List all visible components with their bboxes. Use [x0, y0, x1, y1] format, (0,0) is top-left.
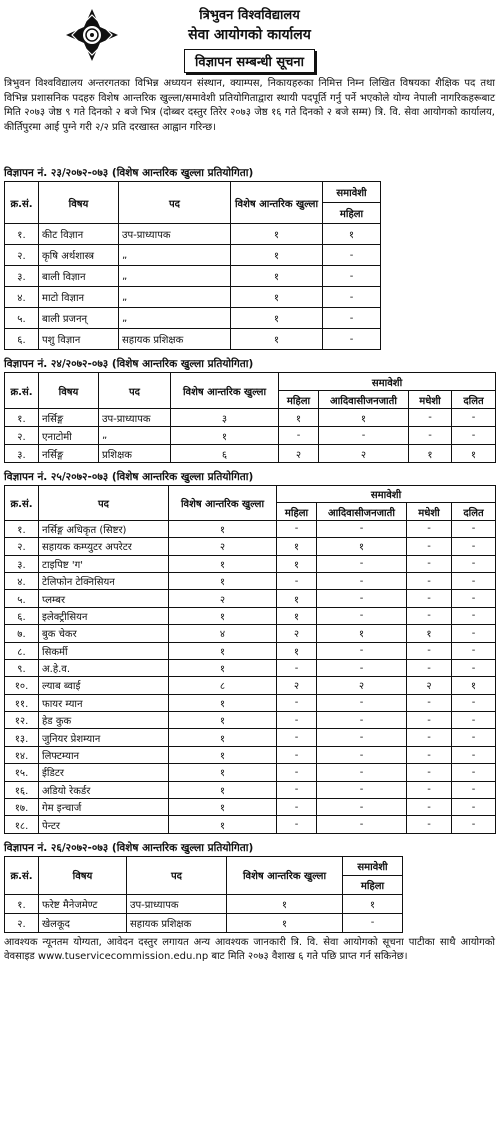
cell-subject: बाली विज्ञान: [39, 266, 119, 287]
col-open: विशेष आन्तरिक खुल्ला: [171, 373, 279, 409]
cell-madhesi: -: [407, 572, 452, 589]
cell-open: १: [169, 607, 277, 624]
cell-dalit: -: [452, 764, 496, 781]
col-subject: विषय: [39, 373, 99, 409]
table-row: [5, 712, 496, 729]
table-row: [5, 625, 496, 642]
cell-open: १: [169, 712, 277, 729]
cell-janajati: -: [317, 729, 407, 746]
cell-janajati: -: [317, 816, 407, 833]
cell-janajati: -: [317, 590, 407, 607]
cell-post: „: [119, 308, 231, 329]
cell-women: -: [277, 816, 317, 833]
cell-post: ईडिटर: [39, 764, 169, 781]
cell-post: नर्सिङ्ग अधिकृत (सिष्टर): [39, 520, 169, 537]
col-women: महिला: [279, 391, 319, 409]
cell-madhesi: -: [407, 781, 452, 798]
cell-open: १: [169, 694, 277, 711]
cell-open: १: [171, 427, 279, 445]
table-row: [5, 572, 496, 589]
cell-dalit: -: [452, 555, 496, 572]
ad3-title: विज्ञापन नं. २५/२०७२-०७३ (विशेष आन्तरिक खुल्ला प्रतियोगिता): [4, 471, 254, 483]
cell-janajati: १: [319, 409, 409, 427]
cell-sn: १३.: [5, 729, 39, 746]
cell-post: सिकर्मी: [39, 642, 169, 659]
cell-subject: बाली प्रजनन्: [39, 308, 119, 329]
col-open: विशेष आन्तरिक खुल्ला: [227, 856, 343, 894]
header: [4, 3, 495, 73]
cell-madhesi: -: [409, 427, 452, 445]
col-sn: क्र.सं.: [5, 373, 39, 409]
cell-women: १: [277, 538, 317, 555]
cell-women: -: [277, 729, 317, 746]
cell-madhesi: १: [409, 445, 452, 463]
col-inclusive: समावेशी: [343, 856, 403, 875]
cell-women: -: [277, 712, 317, 729]
cell-open: १: [169, 799, 277, 816]
footer-note: आवश्यक न्यूनतम योग्यता, आवेदन दस्तुर लगायत अन्य आवश्यक जानकारी त्रि. वि. सेवा आयोगको सूचना पाटीका साथै आयोगको वेवसाइड www.tuservicecommission.edu.np बाट मिति २०७३ वैशाख ६ गते पछि प्राप्त गर्न सकिनेछ।: [4, 936, 495, 963]
col-subject: विषय: [39, 182, 119, 224]
cell-subject: माटो विज्ञान: [39, 287, 119, 308]
cell-sn: २.: [5, 538, 39, 555]
cell-madhesi: -: [407, 799, 452, 816]
col-inclusive: समावेशी: [323, 182, 381, 203]
cell-janajati: -: [317, 712, 407, 729]
table-row: [5, 816, 496, 833]
ad4-table: [4, 856, 403, 933]
table-row: [5, 590, 496, 607]
cell-madhesi: -: [407, 746, 452, 763]
cell-post: „: [99, 427, 171, 445]
cell-women: १: [277, 555, 317, 572]
col-madhesi: मधेशी: [409, 391, 452, 409]
cell-dalit: -: [452, 712, 496, 729]
cell-women: -: [277, 520, 317, 537]
col-subject: विषय: [39, 856, 127, 894]
cell-women: -: [277, 746, 317, 763]
col-janajati: आदिवासीजनजाती: [317, 503, 407, 520]
col-sn: क्र.सं.: [5, 486, 39, 521]
cell-women: -: [277, 694, 317, 711]
col-dalit: दलित: [452, 391, 496, 409]
cell-janajati: -: [317, 764, 407, 781]
cell-sn: ९.: [5, 659, 39, 676]
cell-women: १: [277, 590, 317, 607]
cell-open: ३: [171, 409, 279, 427]
cell-post: पेन्टर: [39, 816, 169, 833]
cell-sn: ११.: [5, 694, 39, 711]
col-post: पद: [39, 486, 169, 521]
cell-dalit: -: [452, 746, 496, 763]
table-row: [5, 729, 496, 746]
cell-sn: ३.: [5, 266, 39, 287]
cell-madhesi: -: [407, 607, 452, 624]
table-row: [5, 642, 496, 659]
cell-women: -: [323, 245, 381, 266]
cell-open: १: [169, 764, 277, 781]
col-women: महिला: [277, 503, 317, 520]
cell-subject: नर्सिङ्ग: [39, 445, 99, 463]
cell-sn: २.: [5, 427, 39, 445]
cell-sn: १२.: [5, 712, 39, 729]
cell-janajati: -: [317, 659, 407, 676]
cell-women: १: [277, 607, 317, 624]
cell-janajati: -: [317, 555, 407, 572]
cell-dalit: -: [452, 799, 496, 816]
table-row: [5, 913, 403, 932]
cell-women: -: [323, 266, 381, 287]
cell-sn: १.: [5, 409, 39, 427]
cell-sn: १.: [5, 520, 39, 537]
table-row: [5, 445, 496, 463]
cell-madhesi: -: [407, 694, 452, 711]
ad3-table: [4, 485, 496, 834]
table-row: [5, 781, 496, 798]
cell-madhesi: -: [407, 642, 452, 659]
cell-janajati: -: [317, 642, 407, 659]
col-inclusive: समावेशी: [277, 486, 496, 503]
cell-open: १: [231, 224, 323, 245]
cell-open: १: [231, 245, 323, 266]
col-post: पद: [99, 373, 171, 409]
ad1-table: [4, 181, 381, 350]
cell-open: १: [231, 287, 323, 308]
cell-dalit: १: [452, 677, 496, 694]
cell-janajati: -: [317, 781, 407, 798]
table-row: [5, 245, 381, 266]
cell-sn: १६.: [5, 781, 39, 798]
col-sn: क्र.सं.: [5, 182, 39, 224]
cell-post: प्लम्बर: [39, 590, 169, 607]
cell-subject: कीट विज्ञान: [39, 224, 119, 245]
cell-post: गेम इन्चार्ज: [39, 799, 169, 816]
cell-open: १: [169, 816, 277, 833]
cell-sn: ३.: [5, 445, 39, 463]
cell-dalit: -: [452, 729, 496, 746]
office-name: सेवा आयोगको कार्यालय: [188, 27, 311, 43]
cell-madhesi: -: [407, 816, 452, 833]
cell-madhesi: -: [407, 520, 452, 537]
cell-open: ४: [169, 625, 277, 642]
cell-women: -: [277, 799, 317, 816]
table-row: [5, 520, 496, 537]
cell-women: -: [277, 764, 317, 781]
cell-sn: १.: [5, 224, 39, 245]
intro-paragraph: त्रिभुवन विश्वविद्यालय अन्तरगतका विभिन्न अध्ययन संस्थान, क्याम्पस, निकायहरुका निमित्त निम्न लिखित विषयका शैक्षिक पद तथा विभिन्न प्रशासनिक पदहरु विशेष आन्तरिक खुल्ला/समावेशी प्रतियोगिताद्वारा स्थायी पदपूर्ति गर्नु पर्ने भएकोले योग्य नेपाली नागरिकहरूबाट मिति २०७३ जेष्ठ ९ गते दिनको २ बजे भित्र (दोब्बर दस्तुर तिरेर २०७३ जेष्ठ १६ गते दिनको २ बजे सम्म) त्रि. वि. सेवा आयोगको कार्यालय, कीर्तिपुरमा आई पुग्ने गरी २/२ प्रति दरखास्त आह्वान गरिन्छ।: [4, 78, 496, 133]
cell-dalit: -: [452, 607, 496, 624]
table-row: [5, 659, 496, 676]
cell-open: १: [231, 266, 323, 287]
university-name: त्रिभुवन विश्वविद्यालय: [199, 8, 300, 23]
cell-open: २: [169, 538, 277, 555]
cell-sn: ६.: [5, 607, 39, 624]
cell-sn: ६.: [5, 329, 39, 350]
table-row: [5, 677, 496, 694]
cell-post: टेलिफोन टेक्निसियन: [39, 572, 169, 589]
cell-post: उप-प्राध्यापक: [127, 894, 227, 913]
cell-women: -: [343, 913, 403, 932]
cell-dalit: -: [452, 781, 496, 798]
table-row: [5, 555, 496, 572]
cell-dalit: -: [452, 590, 496, 607]
cell-madhesi: -: [409, 409, 452, 427]
cell-sn: १७.: [5, 799, 39, 816]
cell-post: जुनियर प्रेशम्यान: [39, 729, 169, 746]
cell-sn: १०.: [5, 677, 39, 694]
cell-open: १: [169, 642, 277, 659]
table-row: [5, 764, 496, 781]
cell-janajati: २: [317, 677, 407, 694]
cell-women: २: [279, 445, 319, 463]
cell-women: -: [279, 427, 319, 445]
cell-sn: ५.: [5, 308, 39, 329]
cell-janajati: १: [317, 538, 407, 555]
cell-open: ८: [169, 677, 277, 694]
table-row: [5, 224, 381, 245]
cell-subject: फरेष्ट मैनेजमेण्ट: [39, 894, 127, 913]
cell-madhesi: -: [407, 555, 452, 572]
col-janajati: आदिवासीजनजाती: [319, 391, 409, 409]
cell-post: इलेक्ट्रीसियन: [39, 607, 169, 624]
cell-subject: नर्सिङ्ग: [39, 409, 99, 427]
cell-madhesi: -: [407, 712, 452, 729]
col-women: महिला: [343, 875, 403, 894]
cell-dalit: -: [452, 427, 496, 445]
ad4-title: विज्ञापन नं. २६/२०७२-०७३ (विशेष आन्तरिक खुल्ला प्रतियोगिता): [4, 841, 254, 854]
cell-sn: ४.: [5, 572, 39, 589]
cell-janajati: -: [317, 520, 407, 537]
col-post: पद: [119, 182, 231, 224]
cell-post: सहायक कम्प्युटर अपरेटर: [39, 538, 169, 555]
cell-madhesi: -: [407, 764, 452, 781]
cell-janajati: २: [319, 445, 409, 463]
cell-women: १: [277, 642, 317, 659]
cell-post: लिफ्टम्यान: [39, 746, 169, 763]
cell-post: „: [119, 266, 231, 287]
cell-post: सहायक प्रशिक्षक: [119, 329, 231, 350]
cell-dalit: १: [452, 445, 496, 463]
cell-women: -: [323, 308, 381, 329]
cell-dalit: -: [452, 520, 496, 537]
cell-post: बुक चेकर: [39, 625, 169, 642]
table-row: [5, 329, 381, 350]
table-row: [5, 607, 496, 624]
university-seal-icon: [64, 7, 120, 63]
col-open: विशेष आन्तरिक खुल्ला: [231, 182, 323, 224]
col-inclusive: समावेशी: [279, 373, 496, 391]
cell-open: १: [227, 894, 343, 913]
cell-sn: १८.: [5, 816, 39, 833]
col-madhesi: मधेशी: [407, 503, 452, 520]
table-row: [5, 799, 496, 816]
cell-post: „: [119, 245, 231, 266]
cell-post: उप-प्राध्यापक: [99, 409, 171, 427]
cell-dalit: -: [452, 538, 496, 555]
cell-dalit: -: [452, 694, 496, 711]
cell-sn: २.: [5, 913, 39, 932]
cell-madhesi: -: [407, 729, 452, 746]
cell-sn: ४.: [5, 287, 39, 308]
cell-open: १: [169, 572, 277, 589]
cell-janajati: -: [317, 799, 407, 816]
ad2-table: [4, 372, 496, 463]
cell-subject: खेलकूद: [39, 913, 127, 932]
cell-janajati: १: [317, 625, 407, 642]
table-row: [5, 427, 496, 445]
cell-madhesi: -: [407, 659, 452, 676]
col-women: महिला: [323, 203, 381, 224]
cell-subject: कृषि अर्थशास्त्र: [39, 245, 119, 266]
table-row: [5, 266, 381, 287]
table-row: [5, 409, 496, 427]
cell-post: प्रशिक्षक: [99, 445, 171, 463]
cell-post: सहायक प्रशिक्षक: [127, 913, 227, 932]
cell-sn: ३.: [5, 555, 39, 572]
cell-open: १: [169, 729, 277, 746]
cell-post: हेड कुक: [39, 712, 169, 729]
cell-open: १: [231, 308, 323, 329]
cell-madhesi: २: [407, 677, 452, 694]
cell-janajati: -: [317, 572, 407, 589]
table-row: [5, 538, 496, 555]
cell-open: १: [169, 520, 277, 537]
cell-post: उप-प्राध्यापक: [119, 224, 231, 245]
cell-women: २: [277, 677, 317, 694]
cell-madhesi: १: [407, 625, 452, 642]
cell-subject: पशु विज्ञान: [39, 329, 119, 350]
cell-post: टाइपिष्ट 'ग': [39, 555, 169, 572]
cell-sn: ७.: [5, 625, 39, 642]
cell-women: १: [343, 894, 403, 913]
cell-women: -: [277, 572, 317, 589]
col-open: विशेष आन्तरिक खुल्ला: [169, 486, 277, 521]
cell-open: १: [169, 746, 277, 763]
cell-women: -: [323, 329, 381, 350]
cell-open: २: [169, 590, 277, 607]
table-row: [5, 746, 496, 763]
cell-dalit: -: [452, 572, 496, 589]
col-sn: क्र.सं.: [5, 856, 39, 894]
cell-sn: १५.: [5, 764, 39, 781]
cell-dalit: -: [452, 625, 496, 642]
cell-women: -: [277, 659, 317, 676]
cell-sn: १.: [5, 894, 39, 913]
cell-open: १: [231, 329, 323, 350]
cell-sn: २.: [5, 245, 39, 266]
cell-women: १: [279, 409, 319, 427]
cell-sn: ८.: [5, 642, 39, 659]
col-post: पद: [127, 856, 227, 894]
notice-title: विज्ञापन सम्बन्धी सूचना: [184, 49, 315, 73]
cell-women: -: [277, 781, 317, 798]
cell-janajati: -: [317, 607, 407, 624]
cell-janajati: -: [317, 694, 407, 711]
cell-women: २: [277, 625, 317, 642]
ad2-title: विज्ञापन नं. २४/२०७२-०७३ (विशेष आन्तरिक खुल्ला प्रतियोगिता): [4, 358, 254, 370]
col-dalit: दलित: [452, 503, 496, 520]
cell-women: -: [323, 287, 381, 308]
table-row: [5, 694, 496, 711]
cell-open: १: [169, 659, 277, 676]
cell-post: ल्याब ब्वाई: [39, 677, 169, 694]
cell-open: १: [169, 555, 277, 572]
cell-dalit: -: [452, 659, 496, 676]
cell-open: १: [169, 781, 277, 798]
cell-janajati: -: [319, 427, 409, 445]
cell-madhesi: -: [407, 590, 452, 607]
cell-post: अ.हे.व.: [39, 659, 169, 676]
table-row: [5, 287, 381, 308]
cell-open: १: [227, 913, 343, 932]
cell-dalit: -: [452, 409, 496, 427]
cell-open: ६: [171, 445, 279, 463]
ad1-title: विज्ञापन नं. २३/२०७२-०७३ (विशेष आन्तरिक खुल्ला प्रतियोगिता): [4, 167, 254, 179]
cell-madhesi: -: [407, 538, 452, 555]
cell-janajati: -: [317, 746, 407, 763]
table-row: [5, 894, 403, 913]
cell-post: फायर म्यान: [39, 694, 169, 711]
cell-post: अडियो रेकर्डर: [39, 781, 169, 798]
cell-subject: एनाटोमी: [39, 427, 99, 445]
table-row: [5, 308, 381, 329]
cell-sn: १४.: [5, 746, 39, 763]
cell-women: १: [323, 224, 381, 245]
cell-dalit: -: [452, 642, 496, 659]
cell-post: „: [119, 287, 231, 308]
cell-dalit: -: [452, 816, 496, 833]
cell-sn: ५.: [5, 590, 39, 607]
